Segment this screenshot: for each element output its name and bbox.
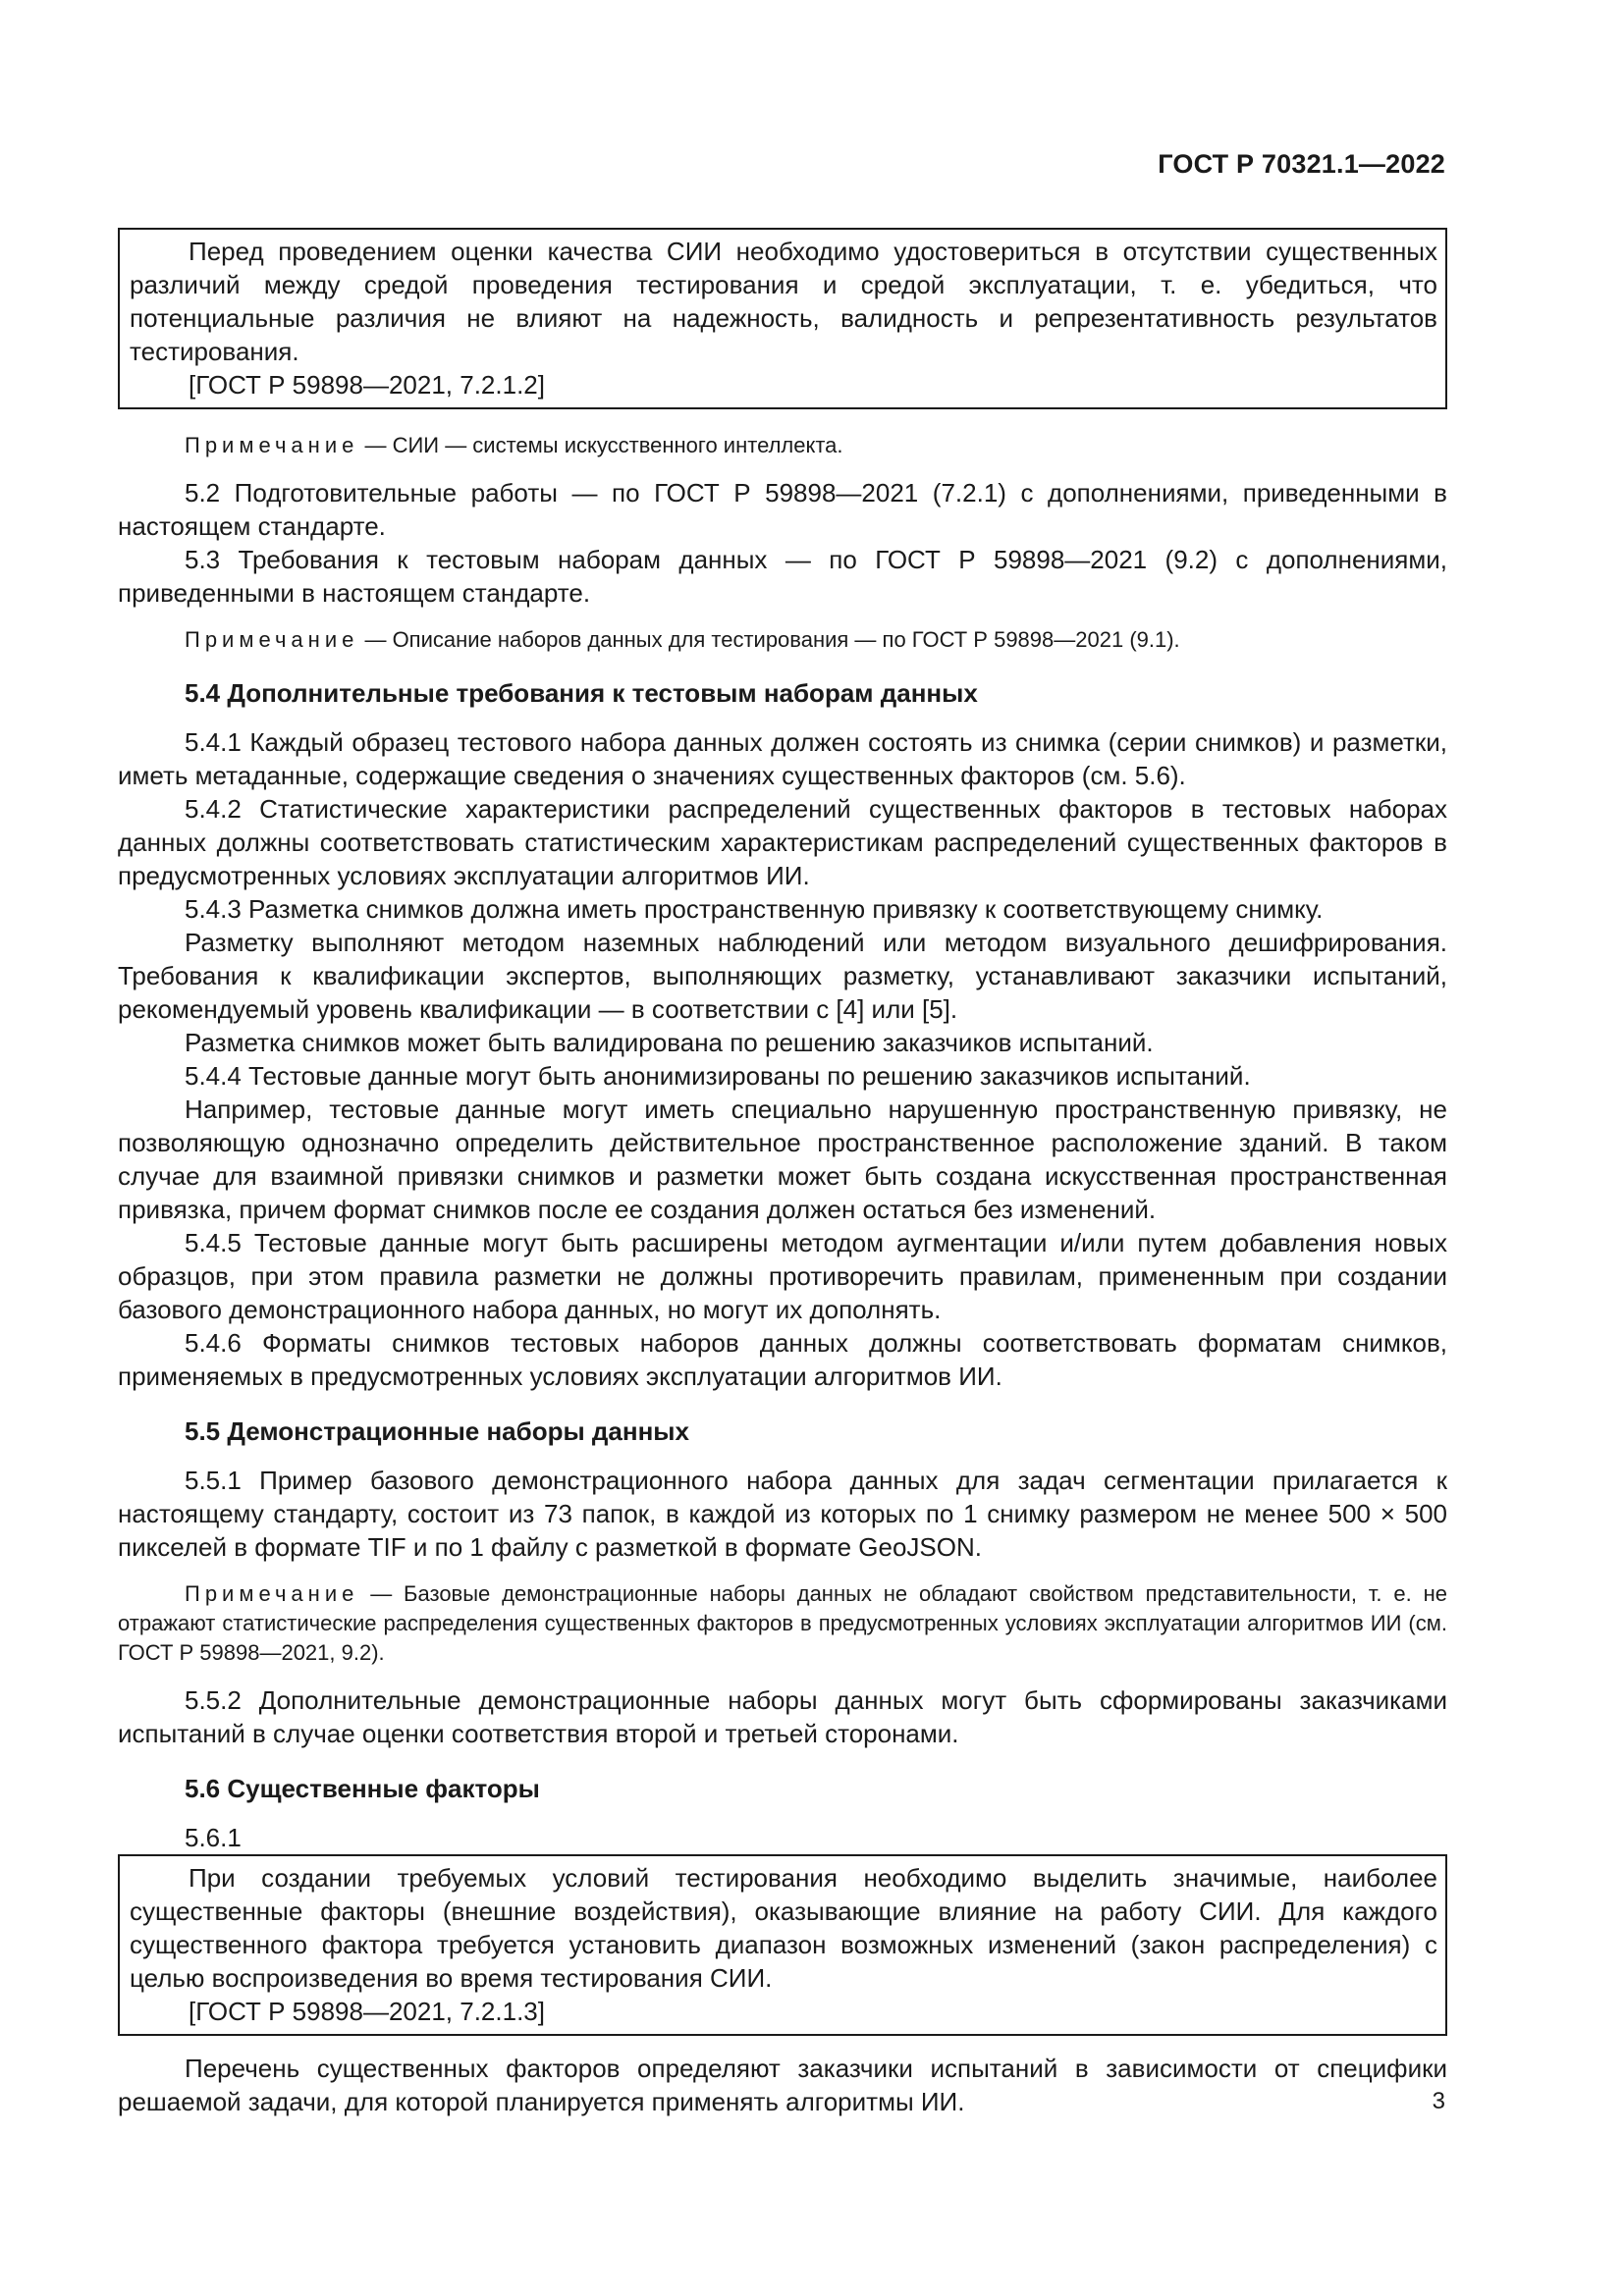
- paragraph-5-3: 5.3 Требования к тестовым наборам данных — по ГОСТ Р 59898—2021 (9.2) с дополнениями, приведенными в настоящем стандарте.: [118, 545, 1447, 608]
- quote-text: Перед проведением оценки качества СИИ необходимо удостовериться в отсутствии существенных различий между средой проведения тестирования и средой эксплуатации, т. е. убедиться, что потенциальные различия не влияют на надежность, валидность и репрезентативность результатов тестирования.: [130, 237, 1437, 366]
- note-text: — СИИ — системы искусственного интеллекта.: [358, 433, 843, 457]
- quote-box-7-2-1-3: [118, 1854, 1447, 2036]
- heading-5-6: 5.6 Существенные факторы: [185, 1774, 540, 1803]
- document-body: [118, 228, 1447, 2118]
- note-sii: [118, 431, 1447, 460]
- note-demo-datasets: [118, 1579, 1447, 1668]
- note-datasets: [118, 625, 1447, 655]
- page-number: 3: [1432, 2088, 1445, 2114]
- paragraph-5-4-3-markup: Разметку выполняют методом наземных наблюдений или методом визуального дешифрирования. Требования к квалификации экспертов, выполняющих разметку, устанавливают заказчики испытаний, рекомендуемый уровень квалификации — в соответствии с [4] или [5].: [118, 928, 1447, 1024]
- paragraph-factors-list: Перечень существенных факторов определяют заказчики испытаний в зависимости от специфики решаемой задачи, для которой планируется применять алгоритмы ИИ.: [118, 2054, 1447, 2116]
- paragraph-5-6-1: 5.6.1: [185, 1823, 242, 1852]
- quote-citation: [ГОСТ Р 59898—2021, 7.2.1.2]: [189, 370, 545, 400]
- paragraph-5-4-5: 5.4.5 Тестовые данные могут быть расширены методом аугментации и/или путем добавления новых образцов, при этом правила разметки не должны противоречить правилам, примененным при создании базового демонстрационного набора данных, но могут их дополнять.: [118, 1228, 1447, 1324]
- note-text: — Базовые демонстрационные наборы данных не обладают свойством представительности, т. е. не отражают статистические распределения существенных факторов в предусмотренных условиях эксплуатации алгоритмов ИИ (см. ГОСТ Р 59898—2021, 9.2).: [118, 1581, 1447, 1665]
- note-text: — Описание наборов данных для тестирования — по ГОСТ Р 59898—2021 (9.1).: [358, 627, 1180, 652]
- paragraph-5-4-4-example: Например, тестовые данные могут иметь специально нарушенную пространственную привязку, не позволяющую однозначно определить действительное пространственное расположение зданий. В таком случае для взаимной привязки снимков и разметки может быть создана искусственная пространственная привязка, причем формат снимков после ее создания должен остаться без изменений.: [118, 1095, 1447, 1224]
- paragraph-5-2: 5.2 Подготовительные работы — по ГОСТ Р 59898—2021 (7.2.1) с дополнениями, приведенными в настоящем стандарте.: [118, 478, 1447, 541]
- note-label: Примечание: [185, 1581, 359, 1606]
- paragraph-5-4-6: 5.4.6 Форматы снимков тестовых наборов данных должны соответствовать форматам снимков, применяемых в предусмотренных условиях эксплуатации алгоритмов ИИ.: [118, 1328, 1447, 1391]
- paragraph-5-4-1: 5.4.1 Каждый образец тестового набора данных должен состоять из снимка (серии снимков) и разметки, иметь метаданные, содержащие сведения о значениях существенных факторов (см. 5.6).: [118, 727, 1447, 790]
- quote-text: При создании требуемых условий тестирования необходимо выделить значимые, наиболее существенные факторы (внешние воздействия), оказывающие влияние на работу СИИ. Для каждого существенного фактора требуется установить диапазон возможных изменений (закон распределения) с целью воспроизведения во время тестирования СИИ.: [130, 1863, 1437, 1993]
- quote-box-7-2-1-2: [118, 228, 1447, 409]
- paragraph-5-5-2: 5.5.2 Дополнительные демонстрационные наборы данных могут быть сформированы заказчиками испытаний в случае оценки соответствия второй и третьей сторонами.: [118, 1685, 1447, 1748]
- paragraph-5-4-4: 5.4.4 Тестовые данные могут быть анонимизированы по решению заказчиков испытаний.: [185, 1061, 1251, 1091]
- paragraph-5-4-3: 5.4.3 Разметка снимков должна иметь пространственную привязку к соответствующему снимку.: [185, 894, 1324, 924]
- document-id-header: ГОСТ Р 70321.1—2022: [1158, 149, 1445, 179]
- paragraph-5-4-3-validation: Разметка снимков может быть валидирована по решению заказчиков испытаний.: [185, 1028, 1154, 1057]
- note-label: Примечание: [185, 433, 359, 457]
- paragraph-5-4-2: 5.4.2 Статистические характеристики распределений существенных факторов в тестовых наборах данных должны соответствовать статистическим характеристикам распределений существенных факторов в предусмотренных условиях эксплуатации алгоритмов ИИ.: [118, 794, 1447, 890]
- quote-citation: [ГОСТ Р 59898—2021, 7.2.1.3]: [189, 1997, 545, 2026]
- heading-5-4: 5.4 Дополнительные требования к тестовым наборам данных: [185, 678, 978, 708]
- heading-5-5: 5.5 Демонстрационные наборы данных: [185, 1416, 689, 1446]
- note-label: Примечание: [185, 627, 359, 652]
- paragraph-5-5-1: 5.5.1 Пример базового демонстрационного набора данных для задач сегментации прилагается к настоящему стандарту, состоит из 73 папок, в каждой из которых по 1 снимку размером не менее 500 × 500 пикселей в формате TIF и по 1 файлу с разметкой в формате GeoJSON.: [118, 1466, 1447, 1562]
